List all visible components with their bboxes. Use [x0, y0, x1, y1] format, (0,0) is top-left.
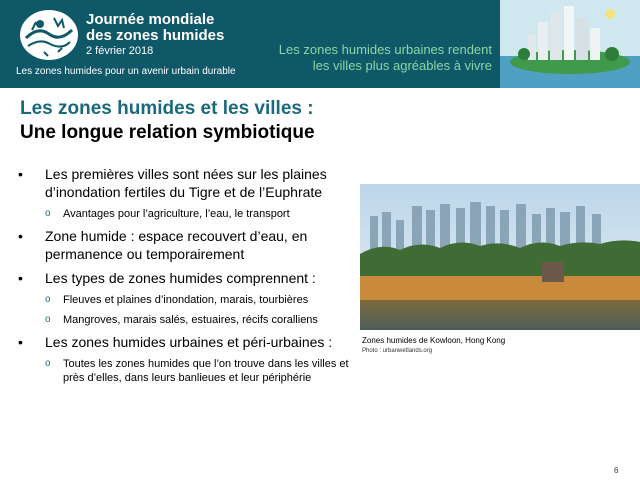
- kowloon-wetlands-photo: [360, 184, 640, 330]
- slide-title: Les zones humides et les villes :: [20, 98, 314, 119]
- page-number: 6: [614, 466, 619, 475]
- list-item: • Zone humide : espace recouvert d’eau, en permanence ou temporairement: [18, 228, 308, 262]
- photo-caption: Zones humides de Kowloon, Hong Kong: [362, 336, 506, 345]
- bullet-list: [18, 165, 358, 391]
- city-island-illustration-icon: [500, 0, 640, 88]
- event-date: 2 février 2018: [86, 45, 154, 57]
- banner-slogan: Les zones humides urbaines rendent les villes plus agréables à vivre: [278, 42, 492, 73]
- list-item: o Toutes les zones humides que l’on trouve dans les villes et près d’elles, dans leurs banlieues et leur périphérie: [45, 358, 349, 384]
- list-item: • Les zones humides urbaines et péri-urbaines :: [18, 334, 333, 350]
- list-item: • Les types de zones humides comprennent :: [18, 270, 316, 286]
- event-tagline: Les zones humides pour un avenir urbain durable: [16, 66, 236, 77]
- wetlands-globe-logo-icon: [18, 8, 80, 62]
- list-item: o Mangroves, marais salés, estuaires, récifs coralliens: [45, 314, 318, 326]
- list-item: • Les premières villes sont nées sur les plaines d’inondation fertiles du Tigre et de l’Euphrate: [18, 166, 327, 200]
- slide-subtitle: Une longue relation symbiotique: [20, 122, 315, 143]
- event-title: Journée mondiale des zones humides: [86, 11, 225, 44]
- photo-credit: Photo : urbanwetlands.org: [362, 348, 433, 354]
- list-item: o Avantages pour l’agriculture, l’eau, le transport: [45, 208, 290, 220]
- header-banner: [0, 0, 640, 88]
- list-item: o Fleuves et plaines d’inondation, marais, tourbières: [45, 294, 309, 306]
